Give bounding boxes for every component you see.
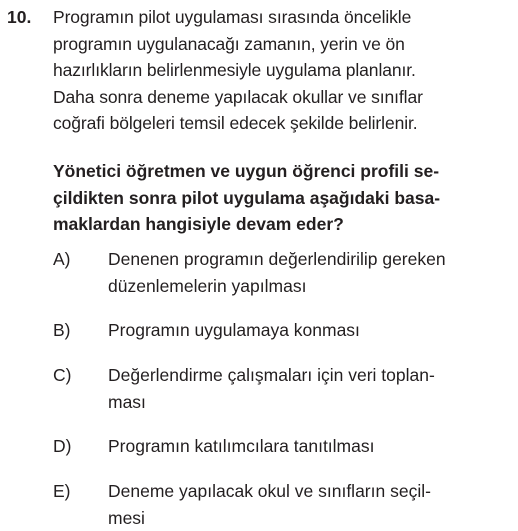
prompt-line: çildikten sonra pilot uygulama aşağıdaki basa-	[53, 185, 511, 212]
question-prompt	[53, 158, 511, 238]
option-text-line: Programın uygulamaya konması	[108, 317, 508, 344]
option-text	[108, 478, 508, 531]
prompt-line: Yönetici öğretmen ve uygun öğrenci profili se-	[53, 158, 511, 185]
question-stem	[53, 4, 511, 137]
stem-line: programın uygulanacağı zamanın, yerin ve ön	[53, 31, 511, 58]
option-letter: C)	[53, 362, 71, 389]
option-letter: E)	[53, 478, 71, 505]
option-text	[108, 246, 508, 299]
option-letter: D)	[53, 433, 71, 460]
option-text-line: düzenlemelerin yapılması	[108, 273, 508, 300]
prompt-line: maklardan hangisiyle devam eder?	[53, 211, 511, 238]
option-text-line: Denenen programın değerlendirilip gereken	[108, 246, 508, 273]
stem-line: Programın pilot uygulaması sırasında öncelikle	[53, 4, 511, 31]
option-text-line: mesi	[108, 505, 508, 531]
question-number: 10.	[7, 4, 31, 31]
option-letter: A)	[53, 246, 71, 273]
option-text	[108, 433, 508, 460]
option-letter: B)	[53, 317, 71, 344]
stem-line: coğrafi bölgeleri temsil edecek şekilde belirlenir.	[53, 110, 511, 137]
option-text-line: ması	[108, 389, 508, 416]
option-text-line: Programın katılımcılara tanıtılması	[108, 433, 508, 460]
stem-line: Daha sonra deneme yapılacak okullar ve sınıflar	[53, 84, 511, 111]
stem-line: hazırlıkların belirlenmesiyle uygulama planlanır.	[53, 57, 511, 84]
option-text	[108, 317, 508, 344]
option-text	[108, 362, 508, 415]
option-text-line: Değerlendirme çalışmaları için veri toplan-	[108, 362, 508, 389]
option-text-line: Deneme yapılacak okul ve sınıfların seçil-	[108, 478, 508, 505]
